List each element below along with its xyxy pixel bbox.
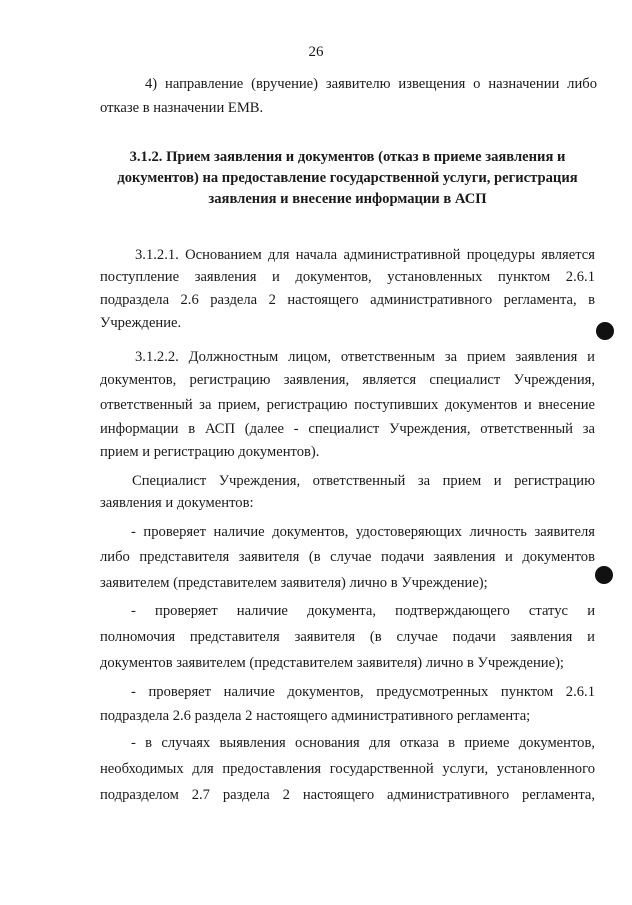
para-spec-line-1: Специалист Учреждения, ответственный за прием и регистрацию: [132, 473, 595, 489]
bullet-1-line-2: либо представителя заявителя (в случае подачи заявления и документов: [100, 549, 595, 565]
section-heading-line-3: заявления и внесение информации в АСП: [208, 191, 487, 207]
para-3121-line-1: 3.1.2.1. Основанием для начала административной процедуры является: [135, 247, 595, 263]
page-number: 26: [308, 44, 324, 60]
bullet-1-line-1: - проверяет наличие документов, удостоверяющих личность заявителя: [131, 524, 595, 540]
bullet-4-line-2: необходимых для предоставления государственной услуги, установленного: [100, 761, 595, 777]
bullet-2-line-3: документов заявителем (представителем заявителя) лично в Учреждение);: [100, 655, 564, 671]
para-3121-line-2: поступление заявления и документов, установленных пунктом 2.6.1: [100, 269, 595, 285]
para-3122-line-5: прием и регистрацию документов).: [100, 444, 320, 460]
bullet-2-line-1: - проверяет наличие документа, подтверждающего статус и: [131, 603, 595, 619]
section-heading-line-2: документов) на предоставление государственной услуги, регистрация: [117, 170, 578, 186]
para-3122-line-1: 3.1.2.2. Должностным лицом, ответственным за прием заявления и: [135, 349, 595, 365]
bullet-4-line-1: - в случаях выявления основания для отказа в приеме документов,: [131, 735, 595, 751]
para-3122-line-3: ответственный за прием, регистрацию поступивших документов и внесение: [100, 397, 595, 413]
item-4-line-2: отказе в назначении ЕМВ.: [100, 100, 264, 116]
para-3121-line-4: Учреждение.: [100, 315, 182, 331]
bullet-3-line-2: подраздела 2.6 раздела 2 настоящего административного регламента;: [100, 708, 531, 724]
para-3121-line-3: подраздела 2.6 раздела 2 настоящего административного регламента, в: [100, 292, 595, 308]
para-3122-line-2: документов, регистрацию заявления, является специалист Учреждения,: [100, 372, 595, 388]
binder-hole-mark-top: [596, 322, 614, 340]
item-4-line-1: 4) направление (вручение) заявителю извещения о назначении либо: [145, 76, 597, 92]
bullet-1-line-3: заявителем (представителем заявителя) лично в Учреждение);: [100, 575, 488, 591]
bullet-2-line-2: полномочия представителя заявителя (в случае подачи заявления и: [100, 629, 595, 645]
para-3122-line-4: информации в АСП (далее - специалист Учреждения, ответственный за: [100, 421, 595, 437]
binder-hole-mark-bottom: [595, 566, 613, 584]
para-spec-line-2: заявления и документов:: [100, 495, 254, 511]
bullet-4-line-3: подразделом 2.7 раздела 2 настоящего административного регламента,: [100, 787, 595, 803]
bullet-3-line-1: - проверяет наличие документов, предусмотренных пунктом 2.6.1: [131, 684, 595, 700]
section-heading-line-1: 3.1.2. Прием заявления и документов (отказ в приеме заявления и: [129, 149, 566, 165]
